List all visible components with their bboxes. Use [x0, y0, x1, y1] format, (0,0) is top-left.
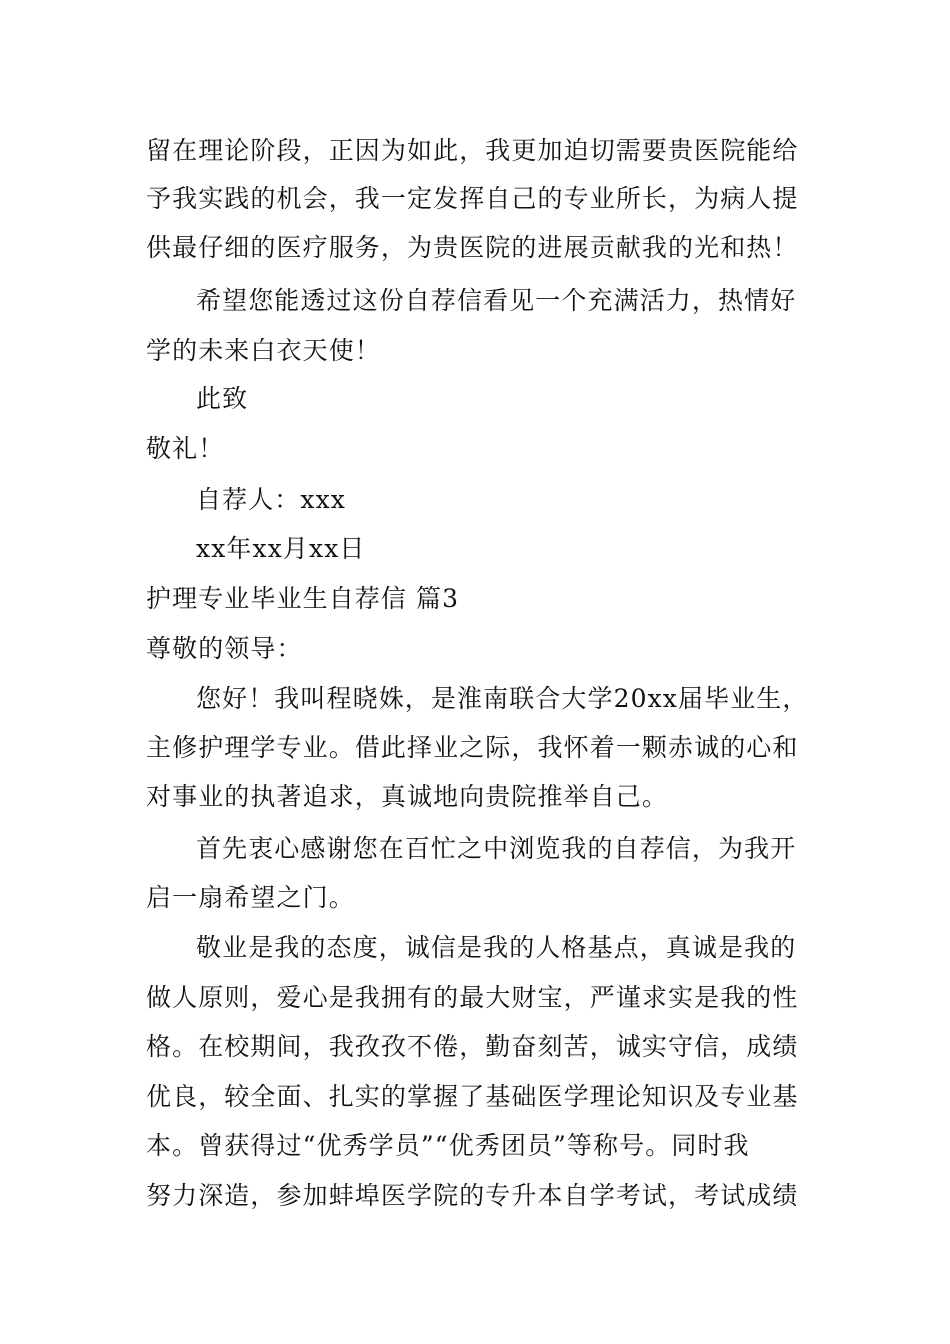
text-line: 本。曾获得过“优秀学员”“优秀团员”等称号。同时我 [146, 1131, 750, 1160]
text-line: 予我实践的机会，我一定发挥自己的专业所长，为病人提 [146, 184, 799, 213]
text-line: 启一扇希望之门。 [146, 883, 355, 912]
section-heading: 护理专业毕业生自荐信 篇3 [146, 584, 460, 613]
text-line: 自荐人：xxx [196, 485, 346, 514]
text-line: xx年xx月xx日 [196, 534, 366, 563]
text-line: 格。在校期间，我孜孜不倦，勤奋刻苦，诚实守信，成绩 [146, 1032, 799, 1061]
text-line: 您好！我叫程晓姝，是淮南联合大学20xx届毕业生， [196, 684, 809, 713]
text-line: 优良，较全面、扎实的掌握了基础医学理论知识及专业基 [146, 1082, 799, 1111]
text-line: 希望您能透过这份自荐信看见一个充满活力，热情好 [196, 286, 797, 315]
salutation: 尊敬的领导： [146, 634, 303, 663]
text-line: 敬礼！ [146, 434, 225, 463]
text-line: 供最仔细的医疗服务，为贵医院的进展贡献我的光和热！ [146, 233, 799, 262]
text-line: 留在理论阶段，正因为如此，我更加迫切需要贵医院能给 [146, 136, 799, 165]
text-line: 学的未来白衣天使！ [146, 336, 381, 365]
text-line: 对事业的执著追求，真诚地向贵院推举自己。 [146, 782, 669, 811]
text-line: 主修护理学专业。借此择业之际，我怀着一颗赤诚的心和 [146, 733, 799, 762]
text-line: 做人原则，爱心是我拥有的最大财宝，严谨求实是我的性 [146, 983, 799, 1012]
text-line: 敬业是我的态度，诚信是我的人格基点，真诚是我的 [196, 933, 797, 962]
text-line: 努力深造，参加蚌埠医学院的专升本自学考试，考试成绩 [146, 1181, 799, 1210]
text-line: 首先衷心感谢您在百忙之中浏览我的自荐信，为我开 [196, 834, 797, 863]
text-line: 此致 [196, 384, 249, 413]
